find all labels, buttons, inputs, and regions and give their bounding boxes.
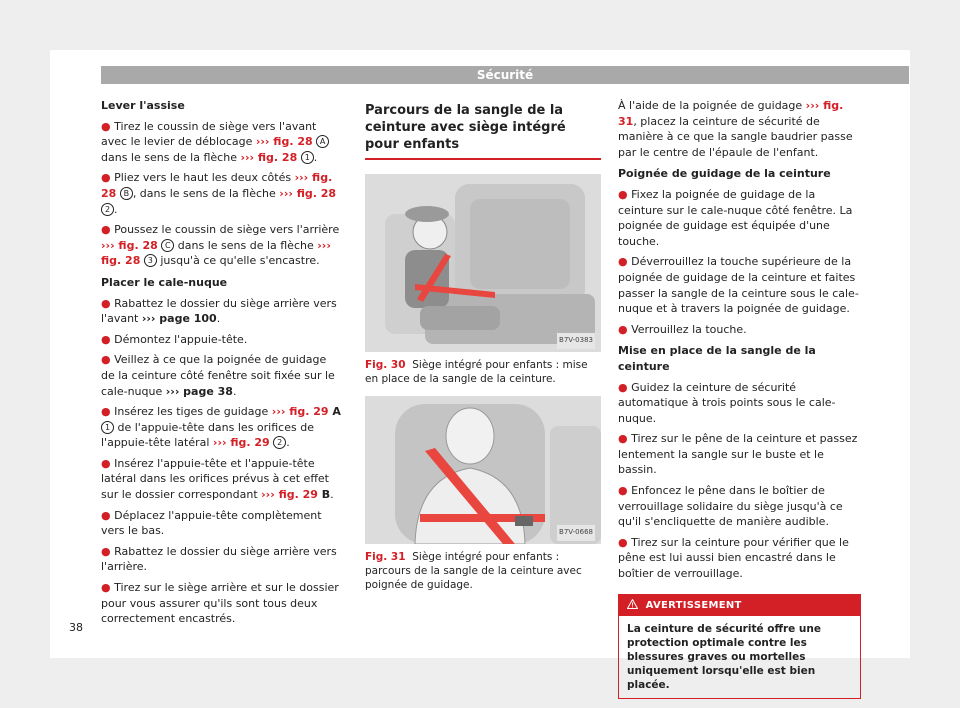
- bullet-icon: ●: [101, 223, 111, 237]
- bullet-icon: ●: [101, 405, 111, 419]
- heading-cale-nuque: Placer le cale-nuque: [101, 275, 228, 289]
- bullet-item: ● Tirez le coussin de siège vers l'avant avec le levier de déblocage ››› fig. 28 A dans le sens de la flèche ››› fig. 28 1 .: [101, 119, 343, 166]
- bullet-icon: ●: [101, 456, 111, 470]
- bullet-item: ● Fixez la poignée de guidage de la ceinture sur le cale-nuque côté fenêtre. La poignée de guidage est équipée d'une touche.: [618, 187, 853, 248]
- bullet-icon: ●: [101, 296, 111, 310]
- bullet-item: ● Tirez sur le siège arrière et sur le dossier pour vous assurer qu'ils sont tous deux correctement encastrés.: [101, 581, 339, 626]
- warning-header: [619, 595, 860, 617]
- fig-link[interactable]: ››› fig. 28: [240, 150, 298, 164]
- warning-label: AVERTISSEMENT: [645, 599, 742, 611]
- callout-badge: 1: [301, 151, 314, 164]
- bullet-icon: ●: [618, 484, 628, 498]
- paragraph: À l'aide de la poignée de guidage ››› fig. 31, placez la ceinture de sécurité de manière à ce que la sangle baudrier passe par le centre de l'épaule de l'enfant.: [618, 99, 853, 159]
- bullet-icon: ●: [618, 380, 628, 394]
- fig-link[interactable]: ››› fig. 28: [255, 135, 313, 149]
- figure-caption: Fig. 30 Siège intégré pour enfants : mise en place de la sangle de la ceinture.: [365, 359, 588, 385]
- callout-badge: C: [161, 239, 174, 252]
- warning-triangle-icon: [627, 599, 638, 609]
- warning-box: [618, 594, 861, 700]
- bullet-item: ● Verrouillez la touche.: [618, 322, 747, 336]
- bullet-item: ● Tirez sur la ceinture pour vérifier que le pêne est lui aussi bien encastré dans le boîtier de verrouillage.: [618, 535, 849, 581]
- bullet-icon: ●: [618, 255, 628, 269]
- column-right: [618, 98, 861, 699]
- callout-badge: 2: [101, 203, 114, 216]
- column-left: [101, 98, 343, 632]
- fig-link[interactable]: ››› fig. 29: [212, 436, 270, 450]
- bullet-item: ● Insérez l'appuie-tête et l'appuie-tête latéral dans les orifices prévus à cet effet sur le dossier correspondant ››› fig. 29 B.: [101, 456, 334, 502]
- bullet-item: ● Pliez vers le haut les deux côtés ››› fig. 28 B , dans le sens de la flèche ››› fig. 28 2 .: [101, 171, 337, 216]
- section-title: Parcours de la sangle de la ceinture avec siège intégré pour enfants: [365, 102, 601, 160]
- fig-link[interactable]: ››› fig. 28: [101, 238, 331, 268]
- column-middle: [365, 102, 601, 602]
- bullet-item: ● Rabattez le dossier du siège arrière vers l'arrière.: [101, 544, 337, 574]
- page-link[interactable]: ››› page 38: [165, 384, 233, 398]
- callout-badge: 1: [101, 421, 114, 434]
- bullet-icon: ●: [101, 508, 111, 522]
- fig-link[interactable]: ››› fig. 31: [618, 99, 844, 128]
- figure-code: B7V-0383: [557, 333, 595, 349]
- bullet-item: ● Veillez à ce que la poignée de guidage de la ceinture côté fenêtre soit fixée sur le cale-nuque ››› page 38.: [101, 353, 335, 398]
- bullet-item: ● Guidez la ceinture de sécurité automatique à trois points sous le cale-nuque.: [618, 380, 836, 425]
- bullet-icon: ●: [101, 171, 111, 185]
- callout-badge: 3: [144, 254, 157, 267]
- bullet-item: ● Enfoncez le pêne dans le boîtier de verrouillage solidaire du siège jusqu'à ce qu'il s'encliquette de manière audible.: [618, 484, 843, 529]
- bullet-icon: ●: [101, 581, 111, 595]
- warning-text: La ceinture de sécurité offre une protection optimale contre les blessures graves ou mortelles uniquement lorsqu'elle est bien placée.: [627, 623, 821, 692]
- bullet-icon: ●: [618, 432, 628, 446]
- heading-poignee: Poignée de guidage de la ceinture: [618, 167, 831, 181]
- fig-link[interactable]: ››› fig. 28: [101, 171, 333, 200]
- fig-link[interactable]: ››› fig. 29: [261, 488, 318, 502]
- heading-mise-en-place: Mise en place de la sangle de la ceinture: [618, 344, 816, 373]
- bullet-icon: ●: [101, 544, 111, 558]
- bullet-item: ● Rabattez le dossier du siège arrière vers l'avant ››› page 100.: [101, 296, 337, 326]
- bullet-icon: ●: [101, 332, 111, 346]
- bullet-icon: ●: [101, 119, 111, 133]
- callout-badge: B: [120, 187, 133, 200]
- bullet-item: ● Déverrouillez la touche supérieure de la poignée de guidage de la ceinture et faites passer la sangle de la ceinture sous le cale-nuque et à travers la poignée de guidage.: [618, 255, 859, 316]
- page-number: 38: [69, 621, 83, 634]
- bullet-icon: ●: [101, 353, 111, 367]
- manual-page: [50, 50, 910, 692]
- fig-link[interactable]: ››› fig. 28: [279, 186, 337, 200]
- callout-badge: A: [316, 135, 329, 148]
- bullet-item: ● Démontez l'appuie-tête.: [101, 332, 248, 346]
- bullet-item: ● Poussez le coussin de siège vers l'arrière ››› fig. 28 C dans le sens de la flèche ››› fig. 28 3 jusqu'à ce qu'elle s'encastre.: [101, 223, 340, 268]
- fig-link[interactable]: ››› fig. 29: [271, 405, 329, 419]
- page-link[interactable]: ››› page 100: [141, 312, 217, 326]
- callout-badge: 2: [273, 436, 286, 449]
- child-seat-illustration: [365, 174, 601, 352]
- fig-link[interactable]: ››› fig. 28: [101, 238, 158, 252]
- heading-lever-assise: Lever l'assise: [101, 99, 185, 112]
- figure-label: Fig. 30: [365, 359, 406, 371]
- figure-label: Fig. 31: [365, 551, 406, 563]
- bullet-icon: ●: [618, 535, 628, 549]
- bullet-item: ● Déplacez l'appuie-tête complètement vers le bas.: [101, 508, 322, 538]
- figure-caption: Fig. 31 Siège intégré pour enfants : parcours de la sangle de la ceinture avec poignée de guidage.: [365, 551, 582, 591]
- bullet-item: ● Tirez sur le pêne de la ceinture et passez lentement la sangle sur le buste et le bassin.: [618, 432, 858, 477]
- belt-routing-illustration: [365, 396, 601, 544]
- figure-30: [365, 174, 601, 352]
- bullet-icon: ●: [618, 322, 628, 336]
- figure-31: [365, 396, 601, 544]
- figure-code: B7V-0668: [557, 525, 595, 541]
- section-header: Sécurité: [101, 66, 909, 84]
- bullet-item: ● Insérez les tiges de guidage ››› fig. 29 A 1 de l'appuie-tête dans les orifices de l'appuie-tête latéral ››› fig. 29 2 .: [101, 405, 341, 450]
- bullet-icon: ●: [618, 187, 628, 201]
